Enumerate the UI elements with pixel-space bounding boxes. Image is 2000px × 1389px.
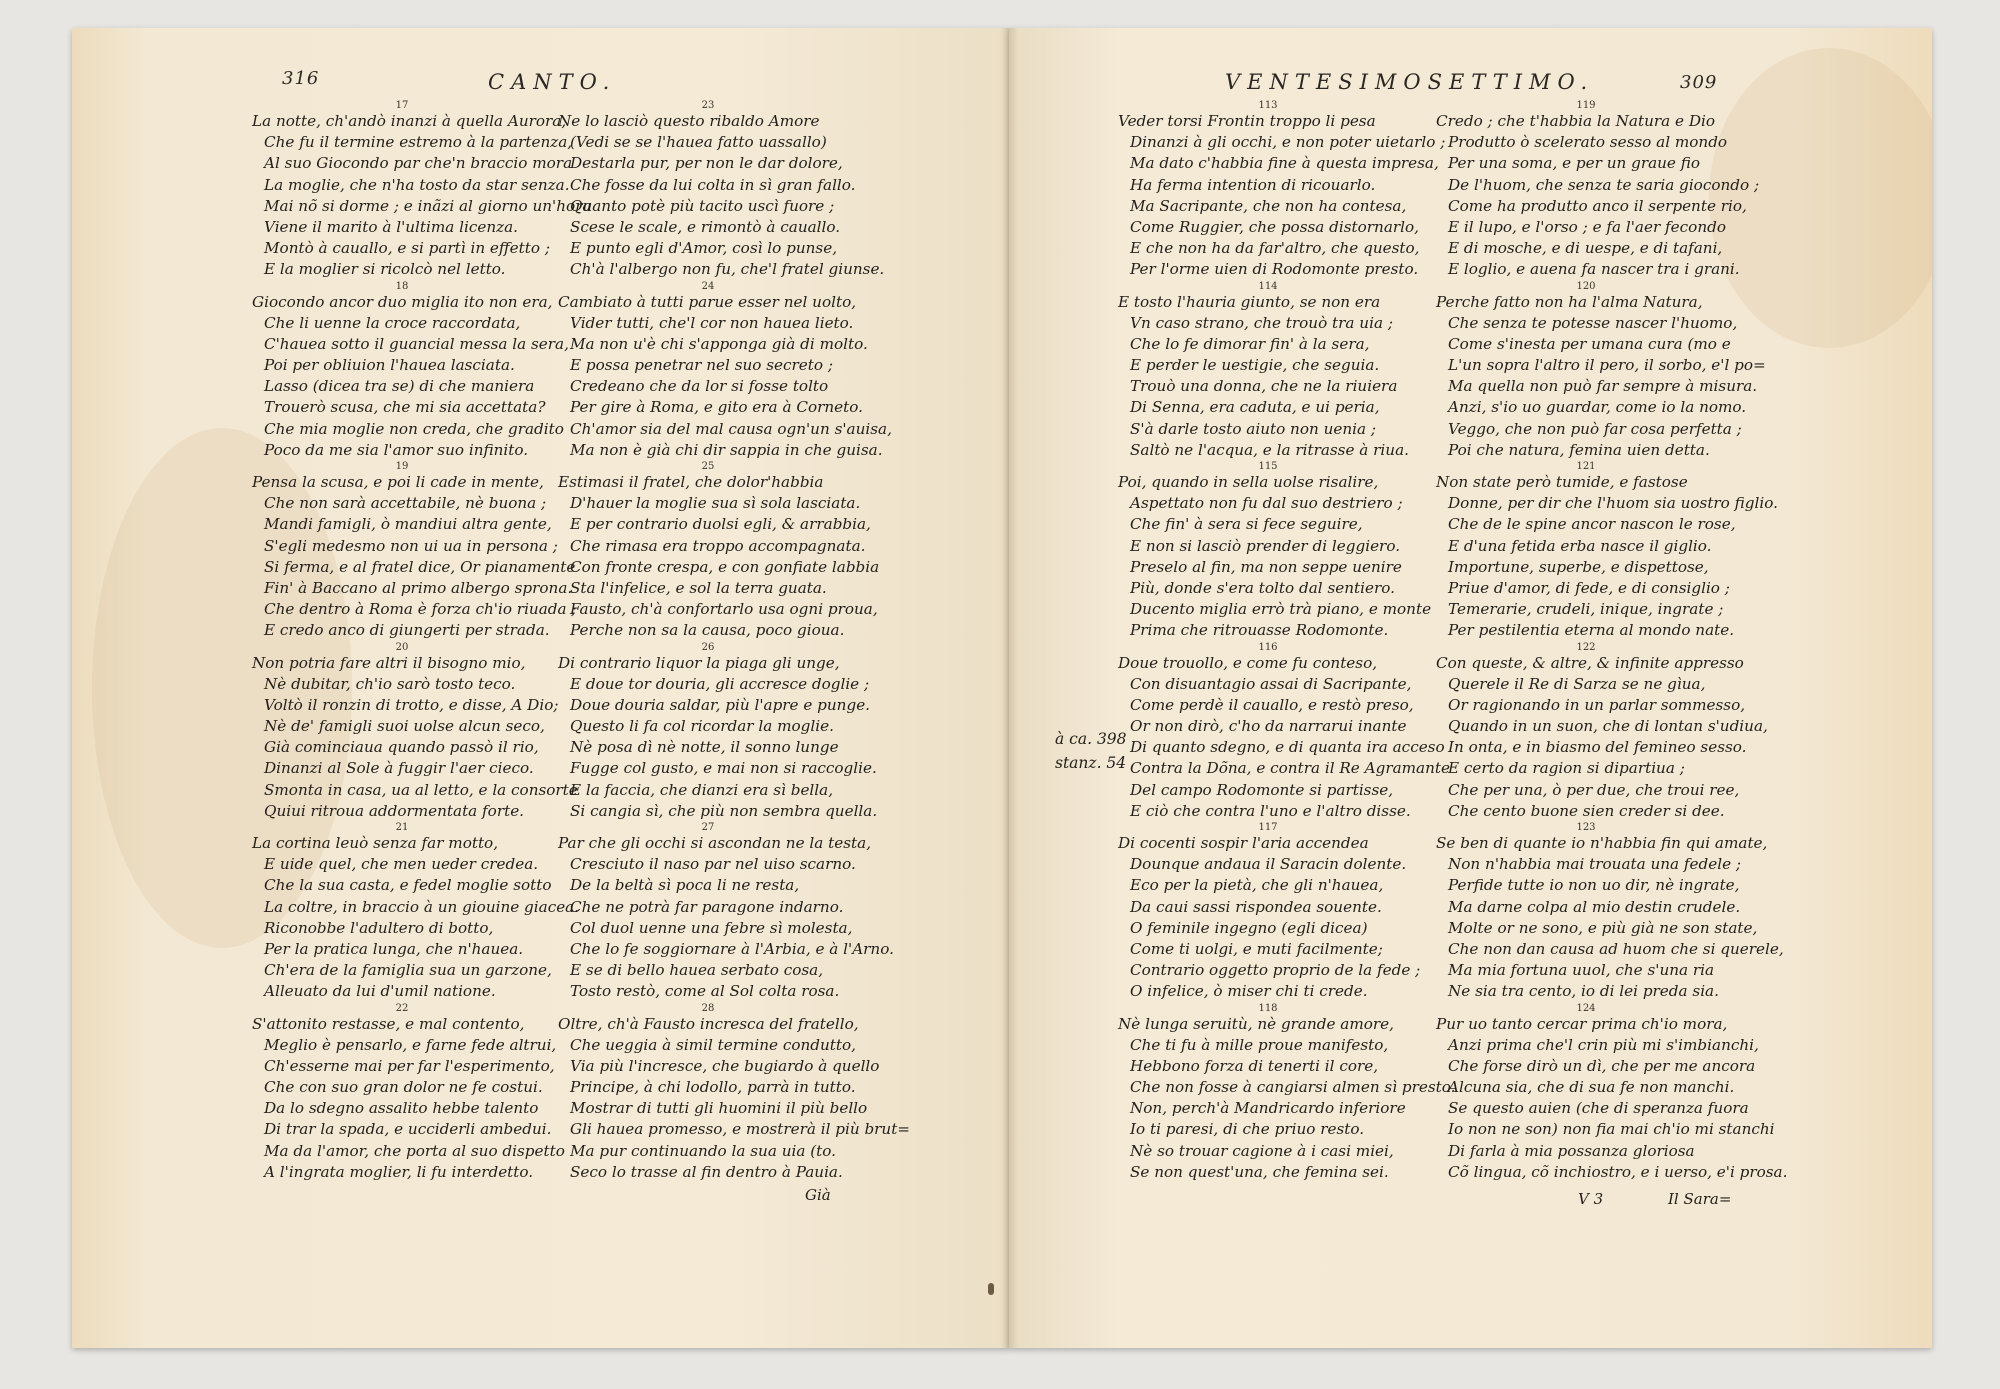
verse-line: Donne, per dir che l'huom sia uostro figlio.: [1448, 494, 1778, 513]
verse-line: Ma mia fortuna uuol, che s'una ria: [1448, 961, 1715, 980]
verse-line: Montò à cauallo, e si partì in effetto ;: [264, 239, 550, 258]
verse-line: Ma non è già chi dir sappia in che guisa.: [570, 440, 883, 459]
verse-line: Come ti uolgi, e muti facilmente;: [1130, 939, 1383, 958]
verse-line: Ma pur continuando la sua uia (to.: [570, 1141, 836, 1160]
verse-line: Ma darne colpa al mio destin crudele.: [1448, 897, 1741, 916]
stanza: [252, 100, 592, 281]
verse-line: Perche fatto non ha l'alma Natura,: [1436, 292, 1703, 311]
verse-line: Che fin' à sera si fece seguire,: [1130, 515, 1363, 534]
stanza: [1118, 100, 1446, 281]
verse-line: Come perdè il cauallo, e restò preso,: [1130, 695, 1414, 714]
right-page-column-2: [1436, 100, 1788, 1183]
right-catchword: Il Sara=: [1668, 1190, 1732, 1208]
verse-line: Come ha produtto anco il serpente rio,: [1448, 196, 1747, 215]
verse-line: Ma da l'amor, che porta al suo dispetto: [264, 1141, 565, 1160]
stanza-number: 121: [1576, 461, 1596, 472]
marginal-note: [1055, 727, 1127, 775]
verse-line: Nè lunga seruitù, nè grande amore,: [1118, 1014, 1394, 1033]
verse-line: Mostrar di tutti gli huomini il più bello: [570, 1099, 868, 1118]
verse-line: Trouerò scusa, che mi sia accettata?: [264, 398, 546, 417]
verse-line: E perder le uestigie, che seguia.: [1130, 356, 1380, 375]
verse-line: Ma dato c'habbia fine à questa impresa,: [1130, 154, 1439, 173]
verse-line: Con queste, & altre, & infinite appresso: [1436, 653, 1744, 672]
left-page-column-1: [252, 100, 592, 1183]
verse-line: Poi per obliuion l'hauea lasciata.: [264, 356, 515, 375]
stanza-number: 25: [701, 461, 715, 472]
verse-line: Non n'habbia mai trouata una fedele ;: [1448, 855, 1742, 874]
verse-line: Sta l'infelice, e sol la terra guata.: [570, 578, 827, 597]
verse-line: Che non dan causa ad huom che si querele,: [1448, 939, 1784, 958]
verse-line: Alleuato da lui d'umil natione.: [264, 982, 496, 1001]
verse-line: S'attonito restasse, e mal contento,: [252, 1014, 525, 1033]
stanza: [1118, 1002, 1456, 1184]
verse-line: Che ti fu à mille proue manifesto,: [1130, 1035, 1389, 1054]
verse-line: Importune, superbe, e dispettose,: [1448, 557, 1709, 576]
stanza-number: 122: [1576, 641, 1596, 653]
verse-line: Questo li fa col ricordar la moglie.: [570, 717, 834, 736]
verse-line: Già cominciaua quando passò il rio,: [264, 738, 539, 757]
verse-line: E loglio, e auena fa nascer tra i grani.: [1448, 260, 1740, 279]
verse-line: Tosto restò, come al Sol colta rosa.: [570, 982, 840, 1001]
verse-line: Che cento buone sien creder si dee.: [1448, 801, 1725, 820]
verse-line: Che non sarà accettabile, nè buona ;: [264, 494, 547, 513]
verse-line: Ma non u'è chi s'apponga già di molto.: [570, 334, 868, 353]
stanza-number: 22: [395, 1002, 409, 1014]
stanza-number: 114: [1258, 280, 1278, 292]
verse-line: Di contrario liquor la piaga gli unge,: [558, 653, 840, 672]
verse-line: Meglio è pensarlo, e farne fede altrui,: [264, 1035, 557, 1054]
verse-line: E non si lasciò prender di leggiero.: [1130, 536, 1401, 555]
stanza: [1436, 822, 1784, 1003]
verse-line: Vn caso strano, che trouò tra uia ;: [1130, 313, 1393, 332]
verse-line: Ch'amor sia del mal causa ogn'un s'auisa,: [570, 419, 892, 438]
stanza: [558, 280, 892, 462]
verse-line: Ch'à l'albergo non fu, che'l fratel giunse.: [570, 260, 885, 279]
stanza-number: 118: [1258, 1002, 1278, 1014]
verse-line: Nè dubitar, ch'io sarò tosto teco.: [264, 674, 516, 693]
verse-line: Estimasi il fratel, che dolor'habbia: [558, 473, 824, 491]
left-running-head: CANTO.: [488, 70, 617, 94]
verse-line: Par che gli occhi si ascondan ne la testa,: [558, 834, 872, 852]
verse-line: Or non dirò, c'ho da narrarui inante: [1130, 717, 1407, 736]
verse-line: Se non quest'una, che femina sei.: [1130, 1162, 1389, 1181]
verse-line: Produtto ò scelerato sesso al mondo: [1448, 133, 1728, 152]
verse-line: Poco da me sia l'amor suo infinito.: [264, 440, 529, 459]
verse-line: Voltò il ronzin di trotto, e disse, A Dio;: [264, 695, 559, 714]
verse-line: Che dentro à Roma è forza ch'io riuada ;: [264, 600, 577, 619]
verse-line: Non, perch'à Mandricardo inferiore: [1130, 1099, 1406, 1118]
stanza: [1436, 461, 1778, 642]
right-running-head: VENTESIMOSETTIMO.: [1225, 70, 1595, 94]
verse-line: Di farla à mia possanza gloriosa: [1448, 1141, 1695, 1160]
stanza: [1118, 461, 1432, 642]
verse-line: Oltre, ch'à Fausto incresca del fratello,: [558, 1014, 859, 1033]
stanza: [1436, 280, 1766, 462]
verse-line: De l'huom, che senza te saria giocondo ;: [1448, 175, 1760, 194]
stanza-number: 115: [1258, 461, 1278, 472]
verse-line: Contra la Dõna, e contra il Re Agramante: [1130, 759, 1450, 778]
verse-line: Mai nõ si dorme ; e inãzi al giorno un'hora: [264, 196, 592, 215]
verse-line: Che li uenne la croce raccordata,: [264, 313, 521, 332]
verse-line: O feminile ingegno (egli dicea): [1130, 918, 1368, 937]
verse-line: Seco lo trasse al fin dentro à Pauia.: [570, 1162, 843, 1181]
stanza: [558, 641, 878, 823]
verse-line: Ducento miglia errò trà piano, e monte: [1130, 600, 1432, 619]
verse-line: Hebbono forza di tenerti il core,: [1130, 1056, 1379, 1075]
verse-line: Doue douria saldar, più l'apre e punge.: [570, 695, 871, 714]
verse-line: Con fronte crespa, e con gonfiate labbia: [570, 557, 880, 576]
verse-line: De la beltà sì poca li ne resta,: [570, 876, 800, 895]
verse-line: Ha ferma intention di ricouarlo.: [1130, 175, 1376, 194]
verse-line: Temerarie, crudeli, inique, ingrate ;: [1448, 600, 1724, 619]
verse-line: E doue tor douria, gli accresce doglie ;: [570, 674, 870, 693]
stanza: [252, 461, 577, 642]
verse-line: Io ti paresi, di che priuo resto.: [1130, 1120, 1365, 1139]
stanza: [1436, 1002, 1788, 1184]
stanza-number: 21: [395, 822, 409, 833]
verse-line: Perfide tutte io non uo dir, nè ingrate,: [1448, 876, 1740, 895]
verse-line: Quiui ritroua addormentata forte.: [264, 801, 525, 820]
verse-line: Prima che ritrouasse Rodomonte.: [1130, 621, 1389, 640]
verse-line: Che rimasa era troppo accompagnata.: [570, 536, 866, 555]
stanza: [252, 1002, 565, 1184]
verse-line: Viene il marito à l'ultima licenza.: [264, 217, 519, 236]
verse-line: Dounque andaua il Saracin dolente.: [1130, 855, 1407, 874]
verse-line: Che lo fe soggiornare à l'Arbia, e à l'Arno.: [570, 939, 894, 958]
verse-line: E la moglier si ricolcò nel letto.: [264, 260, 506, 279]
verse-line: Di quanto sdegno, e di quanta ira acceso: [1130, 738, 1445, 757]
stanza: [1118, 822, 1421, 1003]
verse-line: Fin' à Baccano al primo albergo sprona.: [264, 578, 573, 597]
verse-line: Per l'orme uien di Rodomonte presto.: [1130, 260, 1419, 279]
verse-line: Doue trouollo, e come fu conteso,: [1118, 653, 1378, 672]
verse-line: Ch'era de la famiglia sua un garzone,: [264, 961, 552, 980]
verse-line: E ciò che contra l'uno e l'altro disse.: [1130, 801, 1411, 820]
stanza: [558, 822, 894, 1003]
signature-mark: V 3: [1578, 1190, 1604, 1208]
verse-line: A l'ingrata moglier, li fu interdetto.: [264, 1162, 534, 1181]
marginal-note-line: stanz. 54: [1055, 754, 1127, 772]
verse-line: Che fosse da lui colta in sì gran fallo.: [570, 175, 856, 194]
verse-line: E tosto l'hauria giunto, se non era: [1118, 292, 1381, 311]
verse-line: La moglie, che n'ha tosto da star senza.: [264, 175, 570, 194]
verse-line: E possa penetrar nel suo secreto ;: [570, 356, 833, 375]
verse-line: Che forse dirò un dì, che per me ancora: [1448, 1056, 1756, 1075]
verse-line: Dinanzi à gli occhi, e non poter uietarlo ;: [1130, 133, 1446, 152]
verse-line: Lasso (dicea tra se) di che maniera: [264, 377, 535, 396]
verse-line: Non state però tumide, e fastose: [1436, 473, 1688, 491]
verse-line: S'egli medesmo non ui ua in persona ;: [264, 536, 558, 555]
stanza: [1118, 641, 1450, 823]
verse-line: Saltò ne l'acqua, e la ritrasse à riua.: [1130, 440, 1409, 459]
verse-line: Pur uo tanto cercar prima ch'io mora,: [1436, 1014, 1728, 1033]
verse-line: E il lupo, e l'orso ; e fa l'aer fecondo: [1448, 217, 1726, 236]
binding-hole: [988, 1283, 994, 1295]
verse-line: Poi che natura, femina uien detta.: [1448, 440, 1710, 459]
verse-line: Si ferma, e al fratel dice, Or pianamente: [264, 557, 576, 576]
verse-line: E credo anco di giungerti per strada.: [264, 621, 550, 640]
verse-line: Dinanzi al Sole à fuggir l'aer cieco.: [264, 759, 534, 778]
verse-line: Nè so trouar cagione à i casi miei,: [1130, 1141, 1394, 1160]
verse-line: C'hauea sotto il guancial messa la sera,: [264, 334, 569, 353]
verse-line: Via più l'incresce, che bugiardo à quello: [570, 1056, 880, 1075]
verse-line: Come s'inesta per umana cura (mo e: [1448, 334, 1731, 353]
verse-line: E punto egli d'Amor, così lo punse,: [570, 239, 838, 258]
stanza-number: 119: [1576, 100, 1596, 111]
verse-line: E la faccia, che dianzi era sì bella,: [570, 780, 834, 799]
verse-line: La cortina leuò senza far motto,: [252, 834, 499, 852]
verse-line: Alcuna sia, che di sua fe non manchi.: [1448, 1078, 1735, 1097]
verse-line: Che lo fe dimorar fin' à la sera,: [1130, 334, 1370, 353]
verse-line: S'à darle tosto aiuto non uenia ;: [1130, 419, 1376, 438]
verse-line: Veggo, che non può far cosa perfetta ;: [1448, 419, 1742, 438]
verse-line: Contrario oggetto proprio de la fede ;: [1130, 961, 1421, 980]
verse-line: Riconobbe l'adultero di botto,: [264, 918, 494, 937]
stanza-number: 24: [701, 280, 715, 292]
verse-line: Cambiato à tutti parue esser nel uolto,: [558, 292, 857, 311]
verse-line: Che per una, ò per due, che troui ree,: [1448, 780, 1740, 799]
verse-line: Che mia moglie non creda, che gradito: [264, 419, 564, 438]
stanza: [1118, 281, 1418, 462]
stanza-number: 123: [1576, 822, 1596, 833]
verse-line: Al suo Giocondo par che'n braccio mora: [264, 154, 573, 173]
verse-line: Credo ; che t'habbia la Natura e Dio: [1436, 112, 1716, 130]
verse-line: Priue d'amor, di fede, e di consiglio ;: [1448, 578, 1730, 597]
verse-line: Or ragionando in un parlar sommesso,: [1448, 695, 1746, 714]
stanza-number: 28: [701, 1002, 715, 1014]
verse-line: E di mosche, e di uespe, e di tafani,: [1448, 239, 1723, 258]
stanza: [558, 461, 880, 642]
verse-line: D'hauer la moglie sua sì sola lasciata.: [570, 494, 861, 513]
stanza-number: 116: [1258, 641, 1278, 653]
verse-line: E che non ha da far'altro, che questo,: [1130, 239, 1420, 258]
stanza-number: 113: [1258, 100, 1278, 111]
stanza: [252, 280, 569, 462]
verse-line: Fugge col gusto, e mai non si raccoglie.: [570, 759, 877, 778]
verse-line: Ne lo lasciò questo ribaldo Amore: [558, 112, 820, 130]
verse-line: Ne sia tra cento, io di lei preda sia.: [1448, 982, 1719, 1001]
verse-line: Cõ lingua, cõ inchiostro, e i uerso, e'i prosa.: [1448, 1162, 1788, 1181]
verse-line: Smonta in casa, ua al letto, e la consorte: [264, 780, 578, 799]
verse-line: Trouò una donna, che ne la riuiera: [1130, 377, 1398, 396]
verse-line: Per pestilentia eterna al mondo nate.: [1448, 621, 1735, 640]
stanza: [1436, 100, 1760, 281]
verse-line: L'un sopra l'altro il pero, il sorbo, e'l po=: [1448, 356, 1766, 375]
verse-line: Di Senna, era caduta, e ui peria,: [1130, 398, 1380, 417]
stanza-number: 120: [1576, 280, 1596, 292]
verse-line: Vider tutti, che'l cor non hauea lieto.: [570, 313, 854, 332]
stanza: [1436, 641, 1768, 823]
verse-line: Che fu il termine estremo à la partenza,: [264, 133, 573, 152]
verse-line: Per la pratica lunga, che n'hauea.: [264, 939, 524, 958]
stanza: [252, 822, 580, 1003]
verse-line: Eco per la pietà, che gli n'hauea,: [1130, 876, 1384, 895]
verse-line: E se di bello hauea serbato cosa,: [570, 961, 824, 980]
verse-line: Giocondo ancor duo miglia ito non era,: [252, 292, 553, 311]
stanza-number: 124: [1576, 1002, 1596, 1014]
verse-line: E uide quel, che men ueder credea.: [264, 855, 539, 874]
verse-line: (Vedi se se l'hauea fatto uassallo): [570, 133, 827, 152]
verse-line: Veder torsi Frontin troppo li pesa: [1118, 112, 1376, 130]
verse-line: Che la sua casta, e fedel moglie sotto: [264, 876, 552, 895]
verse-line: Quando in un suon, che di lontan s'udiua,: [1448, 717, 1768, 736]
verse-line: Non potria fare altri il bisogno mio,: [252, 653, 526, 672]
verse-line: Che de le spine ancor nascon le rose,: [1448, 515, 1736, 534]
verse-line: Di trar la spada, e ucciderli ambedui.: [264, 1120, 552, 1139]
verse-line: Con disuantagio assai di Sacripante,: [1130, 674, 1412, 693]
verse-line: Destarla pur, per non le dar dolore,: [570, 154, 843, 173]
verse-line: Anzi prima che'l crin più mi s'imbianchi,: [1448, 1035, 1759, 1054]
stanza-number: 27: [701, 822, 715, 833]
verse-line: Preselo al fin, ma non seppe uenire: [1130, 557, 1402, 576]
verse-line: Col duol uenne una febre sì molesta,: [570, 918, 853, 937]
verse-line: Che con suo gran dolor ne fe costui.: [264, 1078, 543, 1097]
verse-line: Poi, quando in sella uolse risalire,: [1118, 473, 1379, 491]
verse-line: Da lo sdegno assalito hebbe talento: [264, 1099, 539, 1118]
verse-line: Da caui sassi rispondea souente.: [1130, 897, 1382, 916]
verse-line: Pensa la scusa, e poi li cade in mente,: [252, 473, 544, 491]
verse-line: Che senza te potesse nascer l'huomo,: [1448, 313, 1738, 332]
verse-line: Ch'esserne mai per far l'esperimento,: [264, 1056, 555, 1075]
verse-line: Scese le scale, e rimontò à cauallo.: [570, 217, 841, 236]
stanza-number: 20: [395, 641, 409, 653]
verse-line: Ma Sacripante, che non ha contesa,: [1130, 196, 1407, 215]
left-page-number: 316: [282, 68, 320, 89]
verse-line: Nè posa dì nè notte, il sonno lunge: [570, 738, 839, 757]
verse-line: Per una soma, e per un graue fio: [1448, 154, 1701, 173]
verse-line: La notte, ch'andò inanzi à quella Aurora,: [252, 112, 567, 130]
stanza: [558, 100, 885, 281]
verse-line: Più, donde s'era tolto dal sentiero.: [1130, 578, 1395, 597]
verse-line: Molte or ne sono, e più già ne son state,: [1448, 918, 1758, 937]
verse-line: Che ueggia à simil termine condutto,: [570, 1035, 856, 1054]
verse-line: La coltre, in braccio à un giouine giacea.: [264, 897, 580, 916]
verse-line: O infelice, ò miser chi ti crede.: [1130, 982, 1368, 1001]
verse-line: Gli hauea promesso, e mostrerà il più brut=: [570, 1120, 911, 1139]
stanza-number: 23: [701, 100, 715, 111]
verse-line: In onta, e in biasmo del femineo sesso.: [1448, 738, 1747, 757]
marginal-note-line: à ca. 398: [1055, 730, 1127, 748]
verse-line: Come Ruggier, che possa distornarlo,: [1130, 217, 1419, 236]
verse-line: Io non ne son) non fia mai ch'io mi stanchi: [1448, 1120, 1775, 1139]
verse-line: Di cocenti sospir l'aria accendea: [1118, 834, 1369, 852]
verse-line: Ma quella non può far sempre à misura.: [1448, 377, 1758, 396]
stanza-number: 17: [395, 100, 409, 111]
verse-line: E d'una fetida erba nasce il giglio.: [1448, 536, 1712, 555]
verse-line: Si cangia sì, che più non sembra quella.: [570, 801, 878, 820]
stanza: [252, 641, 578, 823]
verse-line: Aspettato non fu dal suo destriero ;: [1130, 494, 1403, 513]
verse-line: Se questo auien (che di speranza fuora: [1448, 1099, 1749, 1118]
right-page-column-1: [1118, 100, 1456, 1183]
verse-line: Per gire à Roma, e gito era à Corneto.: [570, 398, 863, 417]
verse-line: Che ne potrà far paragone indarno.: [570, 897, 844, 916]
stanza-number: 117: [1258, 822, 1278, 833]
right-page-number: 309: [1680, 72, 1718, 93]
verse-line: Quanto potè più tacito uscì fuore ;: [570, 196, 835, 215]
verse-line: Querele il Re di Sarza se ne gìua,: [1448, 674, 1706, 693]
stanza-number: 18: [395, 280, 409, 292]
verse-line: Fausto, ch'à confortarlo usa ogni proua,: [570, 600, 878, 619]
stanza-number: 26: [701, 641, 715, 653]
verse-line: Anzi, s'io uo guardar, come io la nomo.: [1448, 398, 1747, 417]
verse-line: Credeano che da lor si fosse tolto: [570, 377, 829, 396]
verse-line: Principe, à chi lodollo, parrà in tutto.: [570, 1078, 856, 1097]
stanza: [558, 1002, 911, 1184]
verse-line: Perche non sa la causa, poco gioua.: [570, 621, 845, 640]
left-catchword: Già: [805, 1186, 831, 1204]
verse-line: Che non fosse à cangiarsi almen sì presto.: [1130, 1078, 1456, 1097]
verse-line: Se ben di quante io n'habbia fin qui amate,: [1436, 834, 1768, 852]
verse-line: Cresciuto il naso par nel uiso scarno.: [570, 855, 856, 874]
book-gutter: [1000, 28, 1018, 1348]
stanza-number: 19: [395, 461, 409, 472]
verse-line: Del campo Rodomonte si partisse,: [1130, 780, 1394, 799]
verse-line: Nè de' famigli suoi uolse alcun seco,: [264, 717, 545, 736]
verse-line: Mandi famigli, ò mandiui altra gente,: [264, 515, 552, 534]
left-page-column-2: [558, 100, 911, 1183]
verse-line: E per contrario duolsi egli, & arrabbia,: [570, 515, 871, 534]
verse-line: E certo da ragion si dipartiua ;: [1448, 759, 1685, 778]
